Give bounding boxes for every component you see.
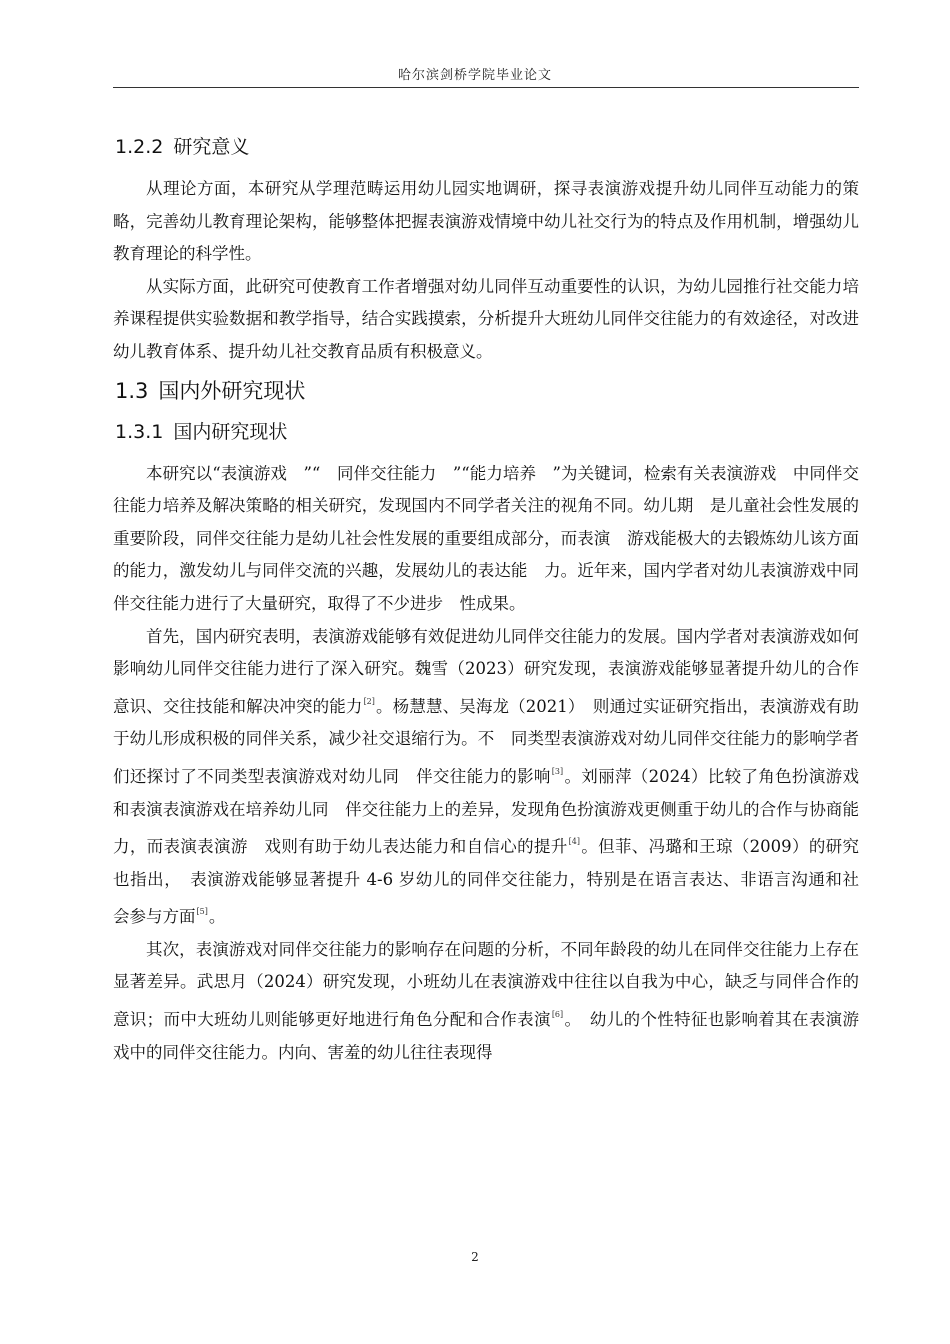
citation-ref: [2] — [363, 696, 375, 706]
section-title: 国内外研究现状 — [158, 378, 306, 403]
text-run: 。刘丽萍（2024）比较了角色扮演游戏和表演表演游戏在培养幼儿同 伴交往能力上的差异，发现角色扮演游戏更侧重于幼儿的合作与协商能力，而表演表演游 戏则有助于幼儿表达能力和自信心的提升 — [113, 766, 859, 857]
section-title: 国内研究现状 — [173, 420, 288, 443]
section-heading-1-2-2 — [115, 132, 859, 159]
citation-ref: [4] — [568, 837, 580, 847]
text-run: 。 — [208, 907, 226, 927]
text-run: 首先，国内研究表明，表演游戏能够有效促进幼儿同伴交往能力的发展。国内学者对表演游戏如何影响幼儿同伴交往能力进行了深入研究。魏雪（2023）研究发现，表演游戏能够显著提升幼儿的合作意识、交往技能和解决冲突的能力 — [113, 626, 859, 716]
citation-ref: [3] — [551, 766, 564, 776]
citation-ref: [6] — [551, 1010, 564, 1020]
text-run: 其次，表演游戏对同伴交往能力的影响存在问题的分析，不同年龄段的幼儿在同伴交往能力上存在显著差异。武思月（2024）研究发现，小班幼儿在表演游戏中往往以自我为中心，缺乏与同伴合作的意识；而中大班幼儿则能够更好地进行角色分配和合作表演 — [113, 939, 859, 1030]
section-heading-1-3 — [115, 375, 859, 405]
section-number: 1.2.2 — [115, 136, 164, 158]
paragraph-keywords: 本研究以“表演游戏 ”“ 同伴交往能力 ”“能力培养 ”为关键词，检索有关表演游戏 中同伴交往能力培养及解决策略的相关研究，发现国内不同学者关注的视角不同。幼儿期 是儿童社会性发展的重要阶段，同伴交往能力是幼儿社会性发展的重要组成部分，而表演 游戏能极大的去锻炼幼儿该方面的能力，激发幼儿与同伴交流的兴趣，发展幼儿的表达能 力。近年来，国内学者对幼儿表演游戏中同伴交往能力进行了大量研究，取得了不少进步 性成果。 — [113, 463, 859, 613]
text-run: 。杨慧慧、吴海龙（2021） 则通过实证研究指出，表演游戏有助于幼儿形成积极的同伴关系，减少社交退缩行为。不 同类型表演游戏对幼儿同伴交往能力的影响学者们还探讨了不同类型表演游戏对幼儿同 伴交往能力的影响 — [113, 696, 859, 786]
paragraph-firstly — [113, 621, 876, 934]
section-number: 1.3.1 — [115, 420, 164, 443]
paragraph-theory: 从理论方面，本研究从学理范畴运用幼儿园实地调研，探寻表演游戏提升幼儿同伴互动能力的策略，完善幼儿教育理论架构，能够整体把握表演游戏情境中幼儿社交行为的特点及作用机制，增强幼儿教育理论的科学性。 — [113, 179, 859, 264]
page-body — [113, 120, 876, 1069]
section-heading-1-3-1 — [115, 417, 859, 444]
paragraph-secondly — [113, 934, 859, 1069]
page-number: 2 — [471, 1250, 479, 1264]
text-run: 。 幼儿的个性特征也影响着其在表演游戏中的同伴交往能力。内向、害羞的幼儿往往表现得 — [113, 1010, 860, 1062]
section-number: 1.3 — [115, 378, 149, 403]
paragraph-practice: 从实际方面，此研究可使教育工作者增强对幼儿同伴互动重要性的认识，为幼儿园推行社交能力培养课程提供实验数据和教学指导，结合实践摸索，分析提升大班幼儿同伴交往能力的有效途径，对改进幼儿教育体系、提升幼儿社交教育品质有积极意义。 — [113, 276, 859, 361]
header-title: 哈尔滨剑桥学院毕业论文 — [397, 68, 552, 83]
text-run: 。但菲、冯璐和王琼（2009）的研究也指出， 表演游戏能够显著提升 4-6 岁幼儿的同伴交往能力，特别是在语言表达、非语言沟通和社 会参与方面 — [113, 837, 876, 927]
section-title: 研究意义 — [173, 136, 250, 158]
header-rule — [113, 87, 859, 88]
citation-ref: [5] — [196, 907, 208, 917]
